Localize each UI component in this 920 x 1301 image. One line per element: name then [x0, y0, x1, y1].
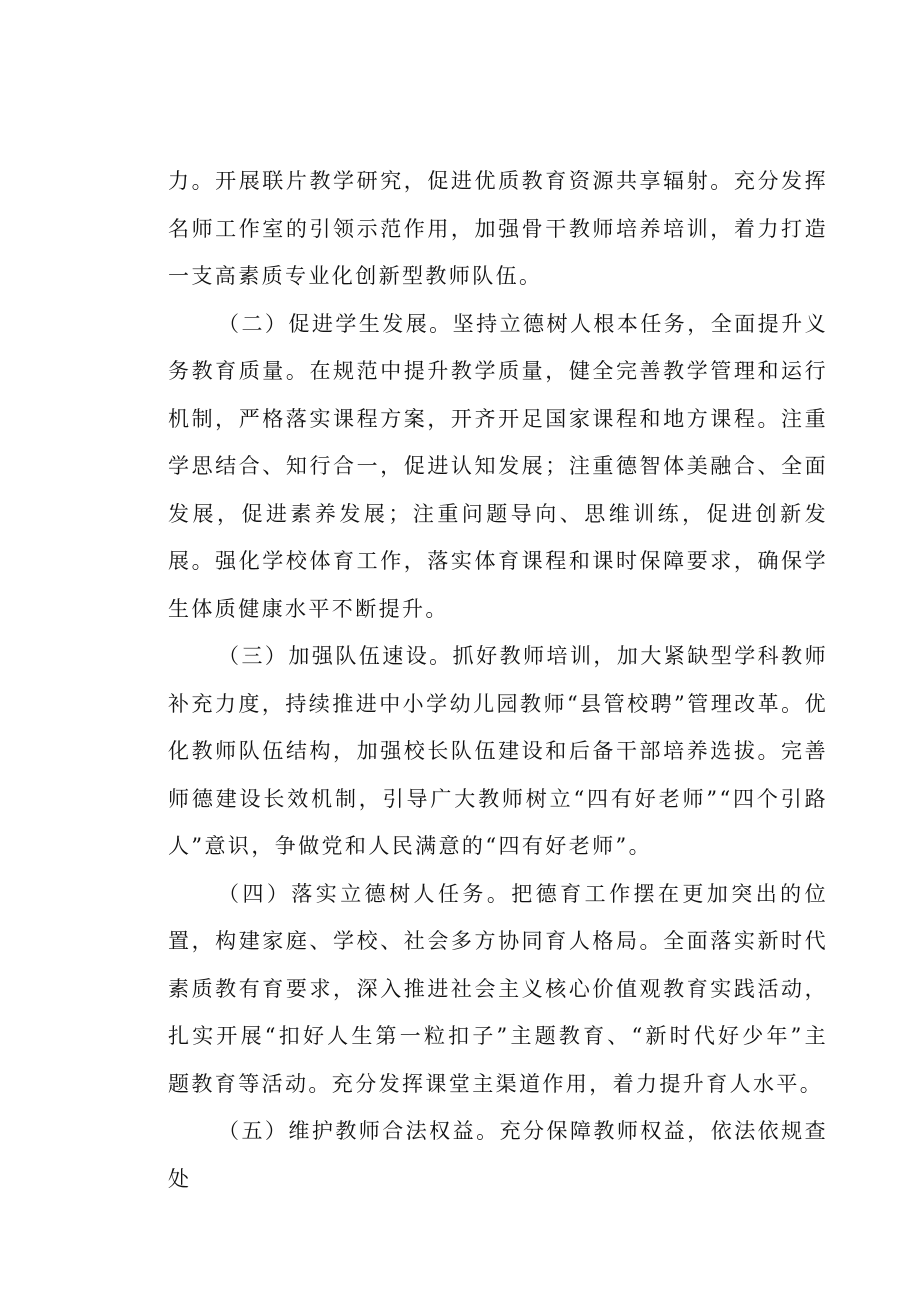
document-body	[168, 158, 828, 1203]
paragraph-section-4: （四）落实立德树人任务。把德育工作摆在更加突出的位置，构建家庭、学校、社会多方协同育人格局。全面落实新时代素质教有育要求，深入推进社会主义核心价值观教育实践活动，扎实开展“扣好人生第一粒扣子”主题教育、“新时代好少年”主题教育等活动。充分发挥课堂主渠道作用，着力提升育人水平。	[168, 881, 828, 1096]
paragraph-continuation: 力。开展联片教学研究，促进优质教育资源共享辐射。充分发挥名师工作室的引领示范作用，加强骨干教师培养培训，着力打造一支高素质专业化创新型教师队伍。	[168, 169, 828, 288]
paragraph-section-5: （五）维护教师合法权益。充分保障教师权益，依法依规查处	[168, 1119, 828, 1191]
paragraph-section-3: （三）加强队伍速设。抓好教师培训，加大紧缺型学科教师补充力度，持续推进中小学幼儿园教师“县管校聘”管理改革。优化教师队伍结构，加强校长队伍建设和后备干部培养选拔。完善师德建设长效机制，引导广大教师树立“四有好老师”“四个引路人”意识，争做党和人民满意的“四有好老师”。	[168, 644, 828, 858]
paragraph-section-2: （二）促进学生发展。坚持立德树人根本任务，全面提升义务教育质量。在规范中提升教学质量，健全完善教学管理和运行机制，严格落实课程方案，开齐开足国家课程和地方课程。注重学思结合、知行合一，促进认知发展；注重德智体美融合、全面发展，促进素养发展；注重问题导向、思维训练，促进创新发展。强化学校体育工作，落实体育课程和课时保障要求，确保学生体质健康水平不断提升。	[168, 311, 828, 621]
